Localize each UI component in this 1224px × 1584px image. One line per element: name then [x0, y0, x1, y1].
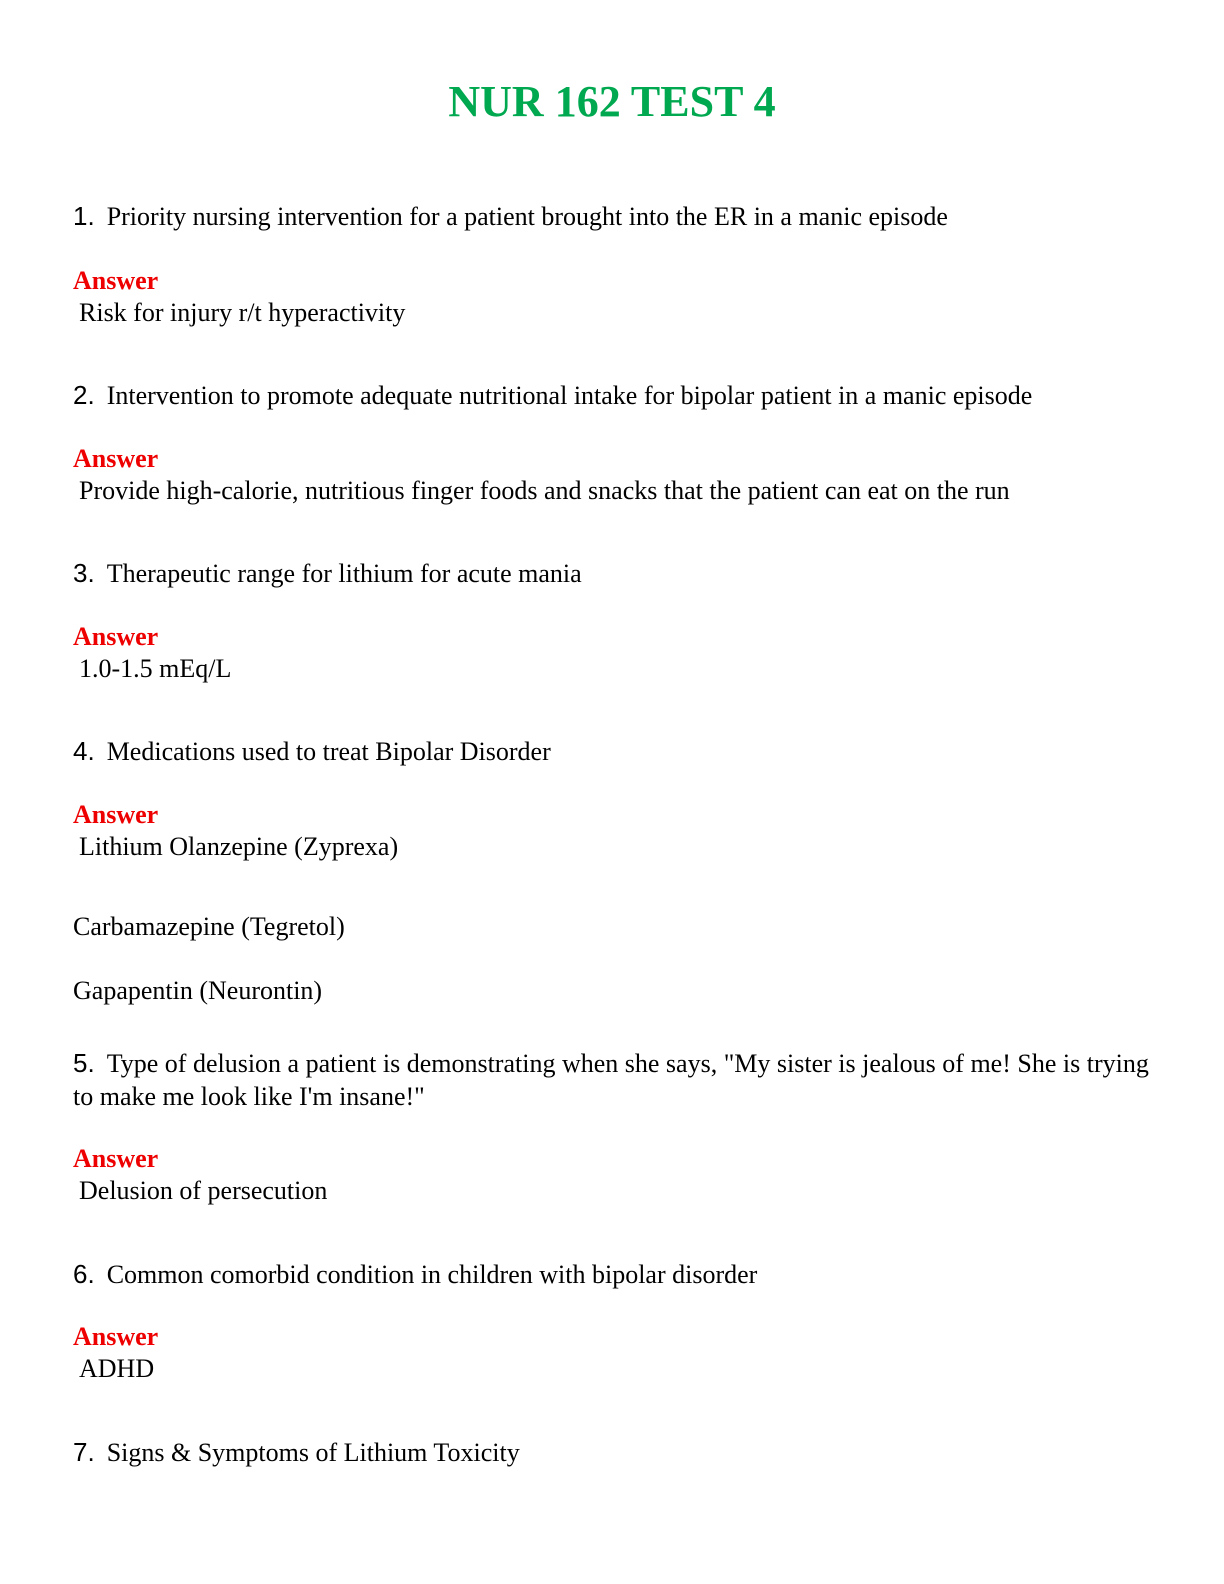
answer-text: Risk for injury r/t hyperactivity	[79, 298, 406, 327]
question-number: 7.	[73, 1437, 95, 1467]
question-number: 4.	[73, 736, 95, 766]
question-text: Type of delusion a patient is demonstrating when she says, "My sister is jealous of me! She is trying to make me look like I'm insane!"	[73, 1049, 1149, 1111]
question-text: Therapeutic range for lithium for acute mania	[106, 559, 582, 588]
question-number: 3.	[73, 558, 95, 588]
question-text: Priority nursing intervention for a patient brought into the ER in a manic episode	[106, 202, 948, 231]
question-text: Medications used to treat Bipolar Disorder	[106, 737, 551, 766]
question-5	[73, 1047, 1153, 1113]
answer-label: Answer	[73, 622, 159, 651]
question-1	[73, 200, 1153, 233]
question-text: Common comorbid condition in children with bipolar disorder	[106, 1260, 758, 1289]
answer-text: Provide high-calorie, nutritious finger foods and snacks that the patient can eat on the run	[79, 476, 1010, 505]
question-4	[73, 735, 1153, 768]
question-number: 1.	[73, 201, 95, 231]
question-6	[73, 1258, 1153, 1291]
question-number: 5.	[73, 1048, 95, 1078]
question-number: 2.	[73, 380, 95, 410]
question-3	[73, 557, 1153, 590]
answer-text: Lithium Olanzepine (Zyprexa)	[79, 832, 399, 861]
answer-label: Answer	[73, 1144, 159, 1173]
answer-text: ADHD	[79, 1354, 155, 1383]
question-text: Signs & Symptoms of Lithium Toxicity	[106, 1438, 520, 1467]
page-title: NUR 162 TEST 4	[448, 77, 776, 126]
answer-label: Answer	[73, 444, 159, 473]
answer-label: Answer	[73, 266, 159, 295]
answer-label: Answer	[73, 800, 159, 829]
answer-label: Answer	[73, 1322, 159, 1351]
answer-text: 1.0-1.5 mEq/L	[79, 654, 232, 683]
answer-extra-line: Carbamazepine (Tegretol)	[73, 912, 345, 941]
question-2	[73, 379, 1153, 412]
question-7	[73, 1436, 1153, 1469]
question-text: Intervention to promote adequate nutritional intake for bipolar patient in a manic episode	[106, 381, 1033, 410]
answer-extra-line: Gapapentin (Neurontin)	[73, 976, 323, 1005]
question-number: 6.	[73, 1259, 95, 1289]
answer-text: Delusion of persecution	[79, 1176, 328, 1205]
